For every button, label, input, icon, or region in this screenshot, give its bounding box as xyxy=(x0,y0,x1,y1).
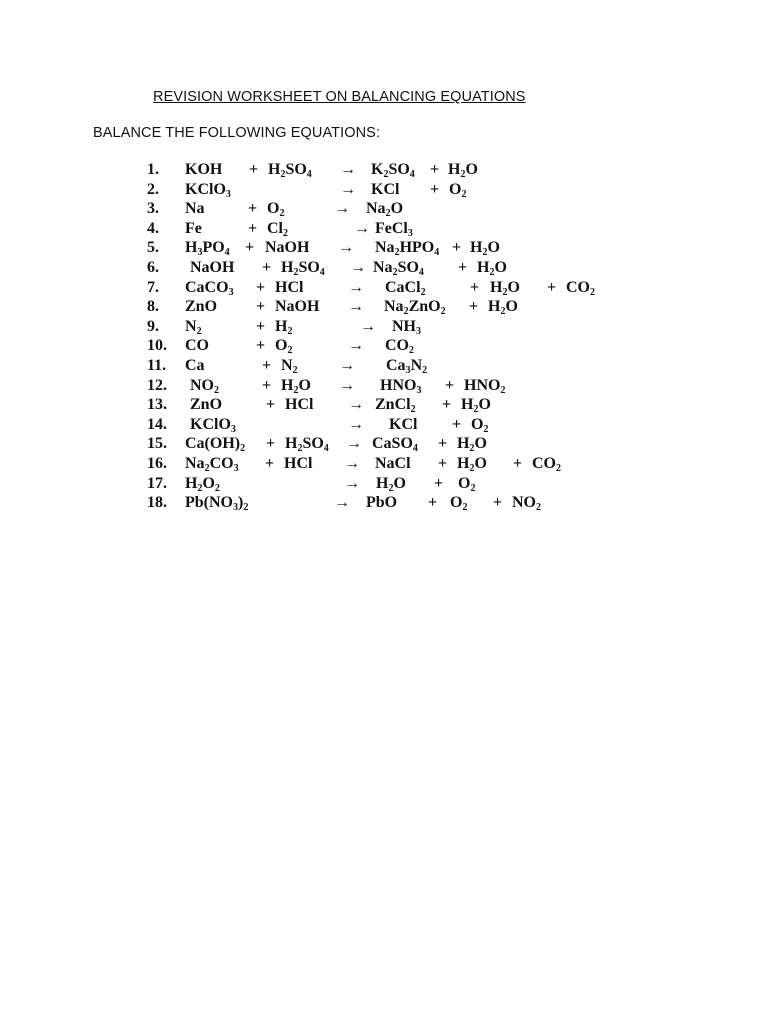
chemical-formula: $O_2$ xyxy=(275,337,293,357)
plus-sign: + xyxy=(256,298,266,316)
reaction-arrow: → xyxy=(334,494,350,512)
equation-number: 15. xyxy=(147,435,167,453)
reaction-arrow: → xyxy=(360,317,376,335)
plus-sign: + xyxy=(438,435,448,453)
chemical-formula: $Na_2ZnO_2$ xyxy=(384,298,446,318)
chemical-formula: Fe xyxy=(185,219,202,237)
plus-sign: + xyxy=(445,376,455,394)
reaction-arrow: → xyxy=(348,278,364,296)
plus-sign: + xyxy=(513,455,523,472)
chemical-formula: $Na_2CO_3$ xyxy=(185,455,239,474)
chemical-formula: KClO$_3$ xyxy=(190,415,236,435)
chemical-formula: ZnO xyxy=(190,396,223,414)
equation-row xyxy=(0,317,768,337)
equation-number: 13. xyxy=(147,396,167,414)
chemical-formula: CO xyxy=(185,337,209,355)
reaction-arrow: → xyxy=(346,435,362,453)
chemical-formula: $CO_2$ xyxy=(566,278,595,298)
plus-sign: + xyxy=(452,239,462,257)
chemical-formula: $H_2O$ xyxy=(457,435,487,455)
chemical-formula: $H_2O_2$ xyxy=(185,474,220,494)
chemical-formula: NaOH xyxy=(190,259,235,276)
plus-sign: + xyxy=(458,259,468,276)
equation-row xyxy=(0,474,768,494)
equation-row xyxy=(0,297,768,317)
chemical-formula: PbO xyxy=(366,494,398,512)
equation-number: 8. xyxy=(147,298,159,316)
plus-sign: + xyxy=(430,161,440,178)
equation-row xyxy=(0,238,768,258)
plus-sign: + xyxy=(547,278,557,296)
chemical-formula: $H_2O$ xyxy=(376,474,406,494)
reaction-arrow: → xyxy=(340,161,356,178)
reaction-arrow: → xyxy=(348,396,364,414)
equation-number: 4. xyxy=(147,219,159,237)
chemical-formula: $O_2$ xyxy=(471,415,489,435)
chemical-formula: $Ca_3N_2$ xyxy=(386,357,428,376)
chemical-formula: CaCl$_2$ xyxy=(385,278,426,298)
reaction-arrow: → xyxy=(348,298,364,316)
plus-sign: + xyxy=(442,396,452,414)
equation-row xyxy=(0,434,768,454)
chemical-formula: $Ca(OH)_2$ xyxy=(185,435,246,455)
equation-number: 5. xyxy=(147,239,159,257)
reaction-arrow: → xyxy=(348,337,364,355)
plus-sign: + xyxy=(262,357,272,374)
plus-sign: + xyxy=(256,278,266,296)
chemical-formula: $NO_2$ xyxy=(190,376,219,396)
equation-number: 16. xyxy=(147,455,167,472)
chemical-formula: $H_2SO_4$ xyxy=(285,435,329,455)
chemical-formula: $O_2$ xyxy=(449,180,467,200)
equation-number: 12. xyxy=(147,376,167,394)
equation-row xyxy=(0,278,768,298)
reaction-arrow: → xyxy=(339,376,355,394)
chemical-formula: HCl xyxy=(284,455,313,472)
plus-sign: + xyxy=(256,317,266,335)
equation-row xyxy=(0,493,768,513)
chemical-formula: Ca xyxy=(185,357,205,374)
instructions-heading: BALANCE THE FOLLOWING EQUATIONS: xyxy=(93,125,381,141)
chemical-formula: $H_2SO_4$ xyxy=(268,161,312,180)
equation-number: 17. xyxy=(147,474,167,492)
plus-sign: + xyxy=(428,494,438,512)
chemical-formula: $CO_2$ xyxy=(532,455,561,474)
chemical-formula: $K_2SO_4$ xyxy=(371,161,415,180)
chemical-formula: $H_3PO_4$ xyxy=(185,239,230,259)
chemical-formula: $O_2$ xyxy=(267,200,285,220)
chemical-formula: $H_2O$ xyxy=(490,278,520,298)
equation-number: 2. xyxy=(147,180,159,198)
chemical-formula: Na xyxy=(185,200,205,218)
chemical-formula: HCl xyxy=(275,278,304,296)
chemical-formula: $H_2O$ xyxy=(477,259,507,278)
chemical-formula: $HNO_3$ xyxy=(380,376,422,396)
chemical-formula: KCl xyxy=(371,180,400,198)
chemical-formula: $O_2$ xyxy=(450,494,468,514)
equation-number: 7. xyxy=(147,278,159,296)
equation-row xyxy=(0,415,768,435)
plus-sign: + xyxy=(248,200,258,218)
reaction-arrow: → xyxy=(344,474,360,492)
plus-sign: + xyxy=(265,455,275,472)
plus-sign: + xyxy=(430,180,440,198)
equation-row xyxy=(0,454,768,474)
chemical-formula: NaCl xyxy=(375,455,411,472)
plus-sign: + xyxy=(266,396,276,414)
equation-number: 3. xyxy=(147,200,159,218)
chemical-formula: $Na_2O$ xyxy=(366,200,404,220)
plus-sign: + xyxy=(256,337,266,355)
chemical-formula: $HNO_2$ xyxy=(464,376,506,396)
chemical-formula: $O_2$ xyxy=(458,474,476,494)
reaction-arrow: → xyxy=(339,357,355,374)
equation-number: 18. xyxy=(147,494,167,512)
plus-sign: + xyxy=(434,474,444,492)
equation-row xyxy=(0,160,768,180)
equation-row xyxy=(0,356,768,376)
chemical-formula: FeCl$_3$ xyxy=(375,219,413,239)
chemical-formula: $N_2$ xyxy=(281,357,298,376)
plus-sign: + xyxy=(266,435,276,453)
chemical-formula: $H_2O$ xyxy=(461,396,491,416)
reaction-arrow: → xyxy=(338,239,354,257)
reaction-arrow: → xyxy=(354,219,370,237)
reaction-arrow: → xyxy=(334,200,350,218)
equation-row xyxy=(0,219,768,239)
plus-sign: + xyxy=(470,278,480,296)
chemical-formula: HCl xyxy=(285,396,314,414)
chemical-formula: NaOH xyxy=(275,298,320,316)
plus-sign: + xyxy=(262,259,272,276)
chemical-formula: $H_2O$ xyxy=(488,298,518,318)
plus-sign: + xyxy=(245,239,255,257)
plus-sign: + xyxy=(469,298,479,316)
equation-row xyxy=(0,199,768,219)
equation-row xyxy=(0,258,768,278)
chemical-formula: $H_2O$ xyxy=(457,455,487,474)
chemical-formula: NaOH xyxy=(265,239,310,257)
chemical-formula: KCl xyxy=(389,415,418,433)
chemical-formula: CaSO$_4$ xyxy=(372,435,418,455)
chemical-formula: CaCO$_3$ xyxy=(185,278,234,298)
plus-sign: + xyxy=(452,415,462,433)
chemical-formula: $H_2O$ xyxy=(281,376,311,396)
plus-sign: + xyxy=(262,376,272,394)
chemical-formula: $CO_2$ xyxy=(385,337,414,357)
equation-number: 6. xyxy=(147,259,159,276)
chemical-formula: $Cl_2$ xyxy=(267,219,288,239)
reaction-arrow: → xyxy=(344,455,360,472)
chemical-formula: KClO$_3$ xyxy=(185,180,231,200)
equation-row xyxy=(0,376,768,396)
reaction-arrow: → xyxy=(340,180,356,198)
equation-number: 14. xyxy=(147,415,167,433)
chemical-formula: $N_2$ xyxy=(185,317,202,337)
chemical-formula: $Na_2HPO_4$ xyxy=(375,239,440,259)
equation-number: 1. xyxy=(147,161,159,178)
plus-sign: + xyxy=(249,161,259,178)
plus-sign: + xyxy=(438,455,448,472)
equation-row xyxy=(0,395,768,415)
equation-row xyxy=(0,336,768,356)
plus-sign: + xyxy=(493,494,503,512)
chemical-formula: ZnO xyxy=(185,298,218,316)
equation-row xyxy=(0,180,768,200)
worksheet-title: REVISION WORKSHEET ON BALANCING EQUATIONS xyxy=(153,89,526,105)
chemical-formula: $H_2O$ xyxy=(470,239,500,259)
chemical-formula: $H_2$ xyxy=(275,317,293,337)
chemical-formula: $H_2O$ xyxy=(448,161,478,180)
equation-number: 10. xyxy=(147,337,167,355)
chemical-formula: ZnCl$_2$ xyxy=(375,396,416,416)
equation-number: 9. xyxy=(147,317,159,335)
chemical-formula: $NH_3$ xyxy=(392,317,421,337)
reaction-arrow: → xyxy=(350,259,366,276)
chemical-formula: $NO_2$ xyxy=(512,494,541,514)
reaction-arrow: → xyxy=(348,415,364,433)
chemical-formula: $Pb(NO_3)_2$ xyxy=(185,494,249,514)
chemical-formula: $Na_2SO_4$ xyxy=(373,259,424,278)
chemical-formula: $H_2SO_4$ xyxy=(281,259,325,278)
plus-sign: + xyxy=(248,219,258,237)
chemical-formula: KOH xyxy=(185,161,223,178)
equation-number: 11. xyxy=(147,357,167,374)
